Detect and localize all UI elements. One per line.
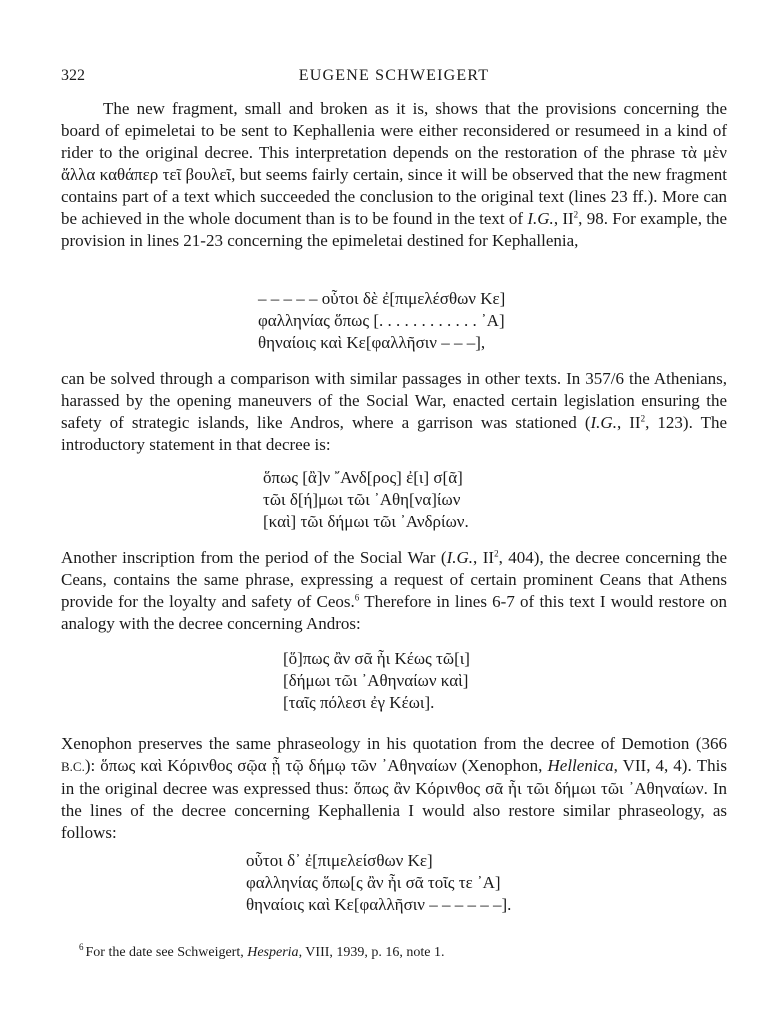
- ig-citation: I.G.: [590, 413, 617, 432]
- paragraph-4: [61, 733, 727, 844]
- paragraph-3-text: , II: [473, 548, 495, 567]
- paragraph-4-text: Xenophon preserves the same phraseology in his quotation from the decree of Demotion (366: [61, 734, 727, 753]
- inscription-line: θηναίοις καὶ Κε[φαλλῆσιν – – –],: [258, 333, 486, 352]
- paragraph-3-text: Another inscription from the period of the Social War (: [61, 548, 447, 567]
- era-abbreviation: B.C.: [61, 759, 85, 774]
- edition-superscript: 2: [640, 413, 646, 424]
- paragraph-4-text: , VII, 4, 4). This in the original decree was expressed thus: ὅπως ἂν Κόρινθος σᾶ ἦι τῶι δήμωι τῶι ᾽Αθηναίων. In the lines of the decree concerning Kephallenia I would also restore similar phraseology, as follows:: [61, 756, 727, 842]
- greek-inscription-4: [246, 850, 511, 916]
- footnote-mark: 6: [79, 942, 84, 953]
- journal-title: Hesperia: [247, 945, 299, 960]
- inscription-line: [καὶ] τῶι δήμωι τῶι ᾽Ανδρίων.: [263, 512, 469, 531]
- paragraph-1: [61, 98, 727, 252]
- paragraph-2-text: , II: [616, 413, 641, 432]
- edition-superscript: 2: [494, 548, 499, 559]
- inscription-line: τῶι δ[ή]μωι τῶι ᾽Αθη[να]ίων: [263, 490, 461, 509]
- inscription-line: φαλληνίας ὅπω[ς ἂν ἦι σᾶ τοῖς τε ᾽Α]: [246, 873, 501, 892]
- inscription-line: θηναίοις καὶ Κε[φαλλῆσιν – – – – – –].: [246, 895, 512, 914]
- inscription-line: – – – – – οὗτοι δὲ ἐ[πιμελέσθων Κε]: [258, 289, 506, 308]
- greek-inscription-3: [283, 648, 470, 714]
- page-header: [61, 66, 727, 86]
- paragraph-1-text: , 98. For example, the provision in lines 21-23 concerning the epimeletai destined for Kephallenia,: [61, 209, 727, 250]
- footnote-text: For the date see Schweigert,: [85, 945, 248, 960]
- page-number: 322: [61, 67, 85, 84]
- paragraph-1-text: The new fragment, small and broken as it is, shows that the provisions concerning the board of epimeletai to be sent to Kephallenia were either reconsidered or resumeed in a kind of rider to the original decree. This interpretation depends on the restoration of the phrase τὰ μὲν ἄλλα καθάπερ τεῖ βουλεῖ, but seems fairly certain, since it will be observed that the new fragment contains part of a text which succeeded the conclusion to the original text (lines 23 ff.). More can be achieved in the whole document than is to be found in the text of: [61, 99, 727, 228]
- inscription-line: [ὅ]πως ἂν σᾶ ἦι Κέως τῶ[ι]: [283, 649, 470, 668]
- footnote: [79, 944, 727, 962]
- inscription-line: [ταῖς πόλεσι ἐγ Κέωι].: [283, 693, 435, 712]
- inscription-line: ὅπως [ἂ]ν ῎Ανδ[ρος] ἐ[ι] σ[ᾶ]: [263, 468, 463, 487]
- paragraph-2-text: , 123). The introductory statement in that decree is:: [61, 413, 728, 454]
- paragraph-3: [61, 547, 727, 635]
- paragraph-2-text: can be solved through a comparison with similar passages in other texts. In 357/6 the Athenians, harassed by the opening maneuvers of the Social War, enacted certain legislation ensuring the safety of strategic islands, like Andros, where a garrison was stationed (: [61, 369, 727, 432]
- inscription-line: [δήμωι τῶι ᾽Αθηναίων καὶ]: [283, 671, 469, 690]
- greek-inscription-1: [258, 288, 505, 354]
- footnote-text: , VIII, 1939, p. 16, note 1.: [298, 945, 445, 960]
- footnote-reference[interactable]: 6: [354, 592, 360, 603]
- paragraph-2: [61, 368, 727, 456]
- paragraph-4-text: ): ὅπως καὶ Κόρινθος σῷα ᾖ τῷ δήμῳ τῶν ᾽Αθηναίων (Xenophon,: [84, 756, 548, 775]
- running-head: EUGENE SCHWEIGERT: [298, 67, 490, 84]
- edition-superscript: 2: [573, 209, 579, 220]
- greek-inscription-2: [263, 467, 469, 533]
- ig-citation: I.G.: [446, 548, 474, 567]
- inscription-line: οὗτοι δ᾽ ἐ[πιμελείσθων Κε]: [246, 851, 433, 870]
- inscription-line: φαλληνίας ὅπως [. . . . . . . . . . . . ᾽Α]: [258, 311, 505, 330]
- ig-citation: I.G.: [527, 209, 554, 228]
- work-title: Hellenica: [547, 756, 614, 775]
- paragraph-1-text: , II: [553, 209, 574, 228]
- paragraph-3-text: Therefore in lines 6-7 of this text I would restore on analogy with the decree concerning Andros:: [61, 592, 727, 633]
- paragraph-3-text: , 404), the decree concerning the Ceans, contains the same phrase, expressing a request of certain prominent Ceans that Athens provide for the loyalty and safety of Ceos.: [61, 548, 727, 611]
